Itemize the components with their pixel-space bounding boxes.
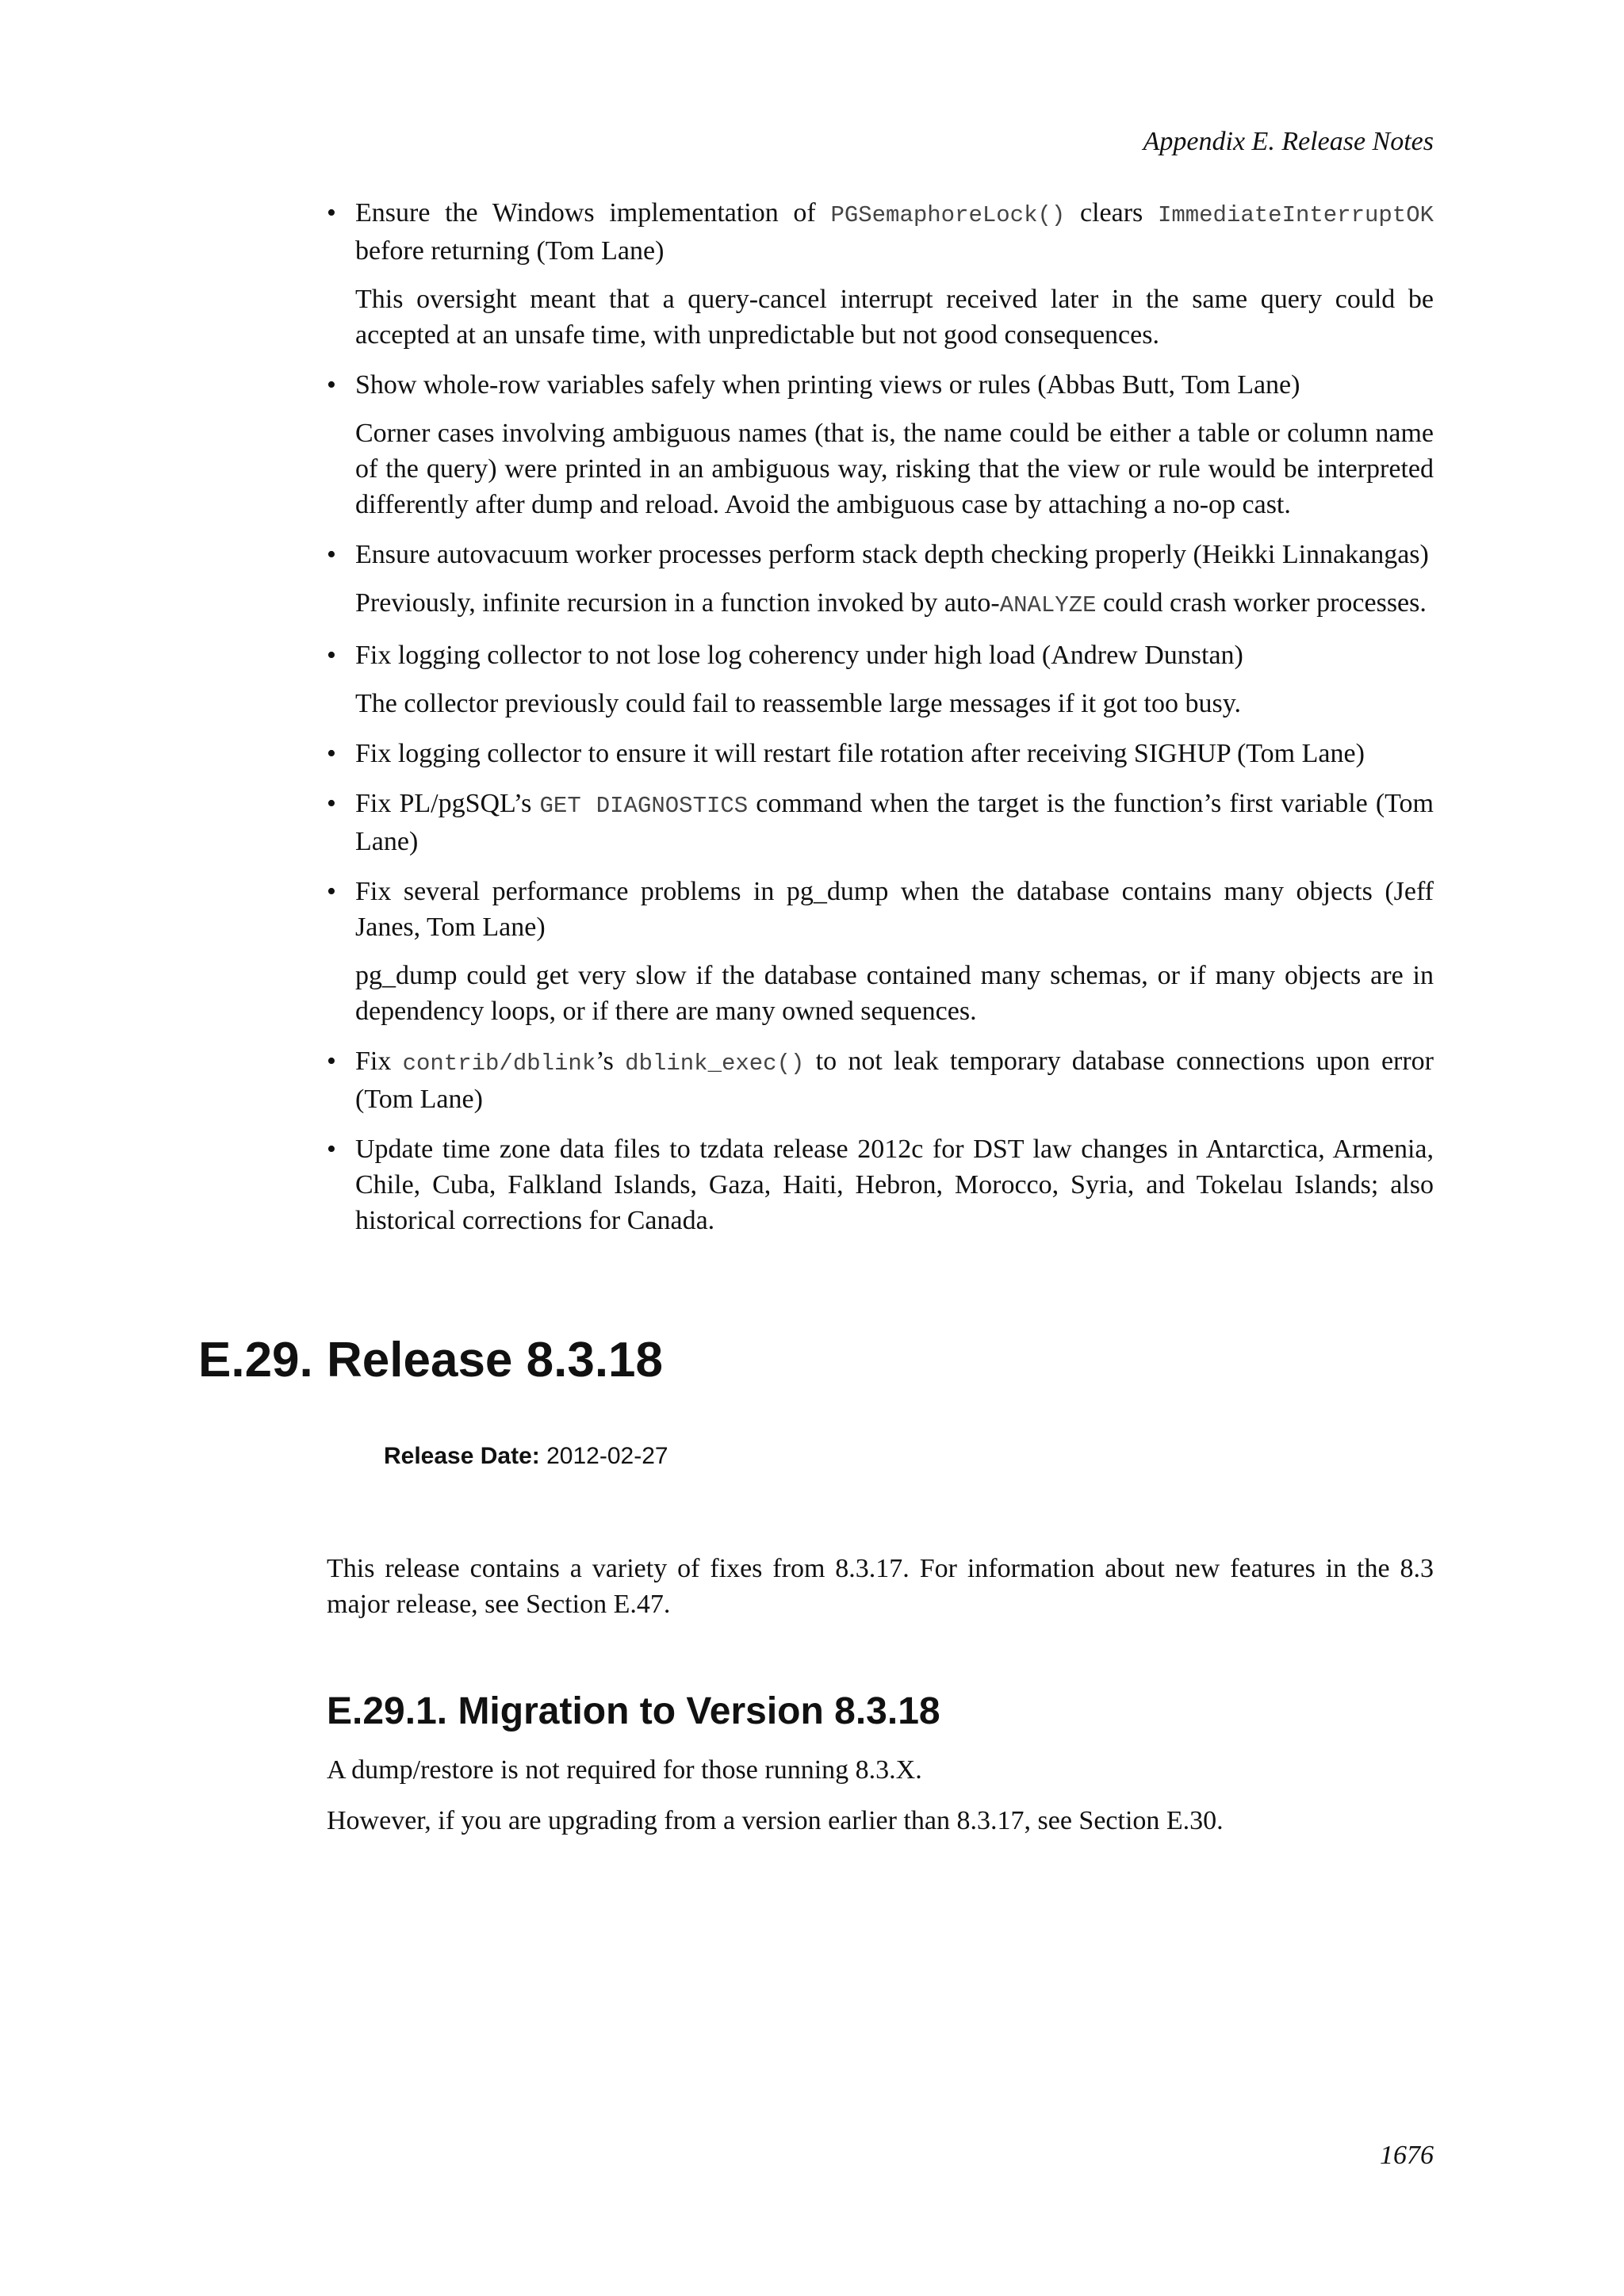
list-item	[327, 874, 1434, 1029]
list-item	[327, 786, 1434, 859]
text-run: before returning (Tom Lane)	[355, 236, 665, 266]
text-run: Fix PL/pgSQL’s	[355, 789, 540, 818]
running-header: Appendix E. Release Notes	[1143, 127, 1434, 156]
release-date-value: 2012-02-27	[546, 1443, 668, 1469]
item-body: The collector previously could fail to reassemble large messages if it got too busy.	[355, 689, 1241, 718]
migration-paragraph: A dump/restore is not required for those running 8.3.X.	[327, 1755, 922, 1785]
bullet: •	[327, 540, 336, 569]
subsection-title: E.29.1. Migration to Version 8.3.18	[327, 1690, 940, 1732]
bullet: •	[327, 789, 336, 818]
bullet: •	[327, 641, 336, 670]
text-run: to not leak temporary database connections upon error (Tom Lane)	[355, 1047, 1434, 1114]
text-run: ’s	[596, 1047, 626, 1076]
text-run: Ensure the Windows implementation of	[355, 198, 831, 228]
item-title: Fix logging collector to ensure it will restart file rotation after receiving SIGHUP (Tom Lane)	[355, 739, 1365, 768]
bullet: •	[327, 370, 336, 400]
bullet: •	[327, 1135, 336, 1164]
item-body: This oversight meant that a query-cancel interrupt received later in the same query could be accepted at an unsafe time, with unpredictable but not good consequences.	[355, 285, 1434, 350]
release-notes-list	[327, 195, 1434, 1253]
bullet: •	[327, 198, 336, 228]
item-title	[355, 786, 1434, 859]
item-body: Corner cases involving ambiguous names (that is, the name could be either a table or column name of the query) were printed in an ambiguous way, risking that the view or rule would be interpreted differently after dump and reload. Avoid the ambiguous case by attaching a no-op cast.	[355, 419, 1434, 519]
migration-paragraph: However, if you are upgrading from a version earlier than 8.3.17, see Section E.30.	[327, 1806, 1224, 1835]
item-title: Update time zone data files to tzdata release 2012c for DST law changes in Antarctica, Armenia, Chile, Cuba, Falkland Islands, Gaza, Haiti, Hebron, Morocco, Syria, and Tokelau Islands; also historical corrections for Canada.	[355, 1135, 1434, 1235]
release-date	[384, 1443, 668, 1470]
list-item	[327, 637, 1434, 721]
bullet: •	[327, 877, 336, 906]
section-title: E.29. Release 8.3.18	[198, 1333, 664, 1387]
list-item	[327, 1043, 1434, 1117]
list-item	[327, 1131, 1434, 1238]
release-date-label: Release Date:	[384, 1443, 540, 1469]
code-function: dblink_exec()	[625, 1050, 805, 1077]
item-title: Ensure autovacuum worker processes perform stack depth checking properly (Heikki Linnakangas)	[355, 540, 1429, 569]
item-title	[355, 1043, 1434, 1117]
item-body	[355, 585, 1434, 623]
item-title: Show whole-row variables safely when printing views or rules (Abbas Butt, Tom Lane)	[355, 370, 1300, 400]
text-run: could crash worker processes.	[1096, 588, 1427, 618]
page-number: 1676	[1380, 2141, 1434, 2170]
item-title: Fix logging collector to not lose log coherency under high load (Andrew Dunstan)	[355, 641, 1243, 670]
bullet: •	[327, 739, 336, 768]
item-title	[355, 195, 1434, 269]
text-run: clears	[1065, 198, 1158, 228]
text-run: command when the target is the function’s first variable (Tom Lane)	[355, 789, 1434, 856]
code-command: ANALYZE	[999, 592, 1097, 618]
text-run: Fix	[355, 1047, 403, 1076]
code-path: contrib/dblink	[402, 1050, 596, 1077]
list-item	[327, 736, 1434, 771]
bullet: •	[327, 1047, 336, 1076]
list-item	[327, 367, 1434, 522]
list-item	[327, 537, 1434, 623]
list-item	[327, 195, 1434, 353]
section-intro: This release contains a variety of fixes from 8.3.17. For information about new features in the 8.3 major release, see Section E.47.	[327, 1554, 1434, 1619]
code-function: PGSemaphoreLock()	[830, 202, 1066, 228]
text-run: Previously, infinite recursion in a function invoked by auto-	[355, 588, 1000, 618]
item-body: pg_dump could get very slow if the database contained many schemas, or if many objects are in dependency loops, or if there are many owned sequences.	[355, 961, 1434, 1026]
code-variable: ImmediateInterruptOK	[1157, 202, 1434, 228]
item-title: Fix several performance problems in pg_dump when the database contains many objects (Jeff Janes, Tom Lane)	[355, 877, 1434, 942]
code-command: GET DIAGNOSTICS	[539, 793, 749, 819]
